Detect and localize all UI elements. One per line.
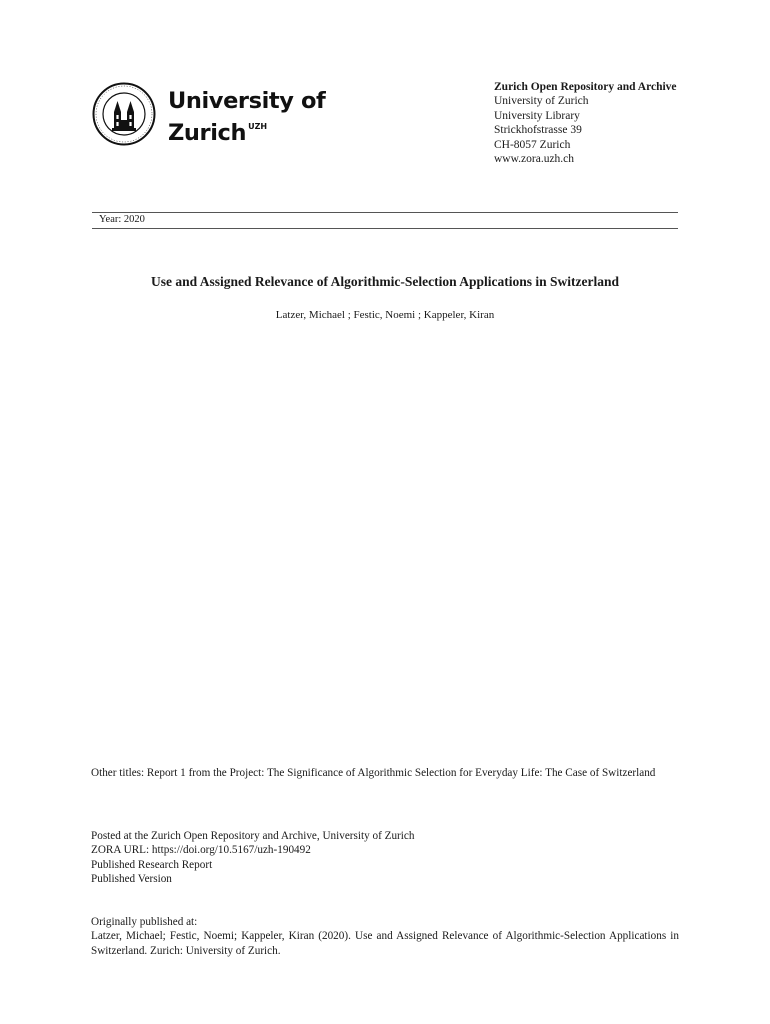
repository-url[interactable]: www.zora.uzh.ch (494, 153, 575, 166)
publication-type: Published Research Report (91, 858, 213, 871)
logo-wordmark-line1: University of (168, 88, 326, 114)
document-title: Use and Assigned Relevance of Algorithmic-Selection Applications in Switzerland (150, 274, 619, 289)
logo-wordmark-superscript: UZH (248, 122, 268, 131)
original-publication-label: Originally published at: (91, 916, 198, 928)
publication-version: Published Version (91, 873, 172, 886)
address-line: University of Zurich (494, 95, 589, 108)
repository-address (494, 80, 678, 166)
top-divider (92, 212, 678, 213)
bottom-divider (92, 228, 678, 229)
posting-line: Posted at the Zurich Open Repository and Archive, University of Zurich (91, 830, 415, 842)
other-titles-text: Other titles: Report 1 from the Project: The Significance of Algorithmic Selection for Everyday Life: The Case of Switzerland (91, 767, 656, 779)
zora-url[interactable]: ZORA URL: https://doi.org/10.5167/uzh-190492 (91, 844, 311, 857)
other-titles (91, 766, 679, 780)
posting-info (91, 829, 679, 887)
university-logo (92, 82, 326, 146)
address-line: Strickhofstrasse 39 (494, 124, 582, 137)
citation-text: Latzer, Michael; Festic, Noemi; Kappeler, Kiran (2020). Use and Assigned Relevance of Algorithmic-Selection Applications in Switzerland. Zurich: University of Zurich. (91, 930, 679, 957)
address-line: University Library (494, 109, 580, 122)
logo-wordmark-line2: Zurich (168, 120, 247, 146)
year-label: Year: 2020 (99, 214, 145, 225)
original-publication (91, 915, 679, 958)
address-line: CH-8057 Zurich (494, 138, 571, 151)
repository-name: Zurich Open Repository and Archive (494, 81, 677, 93)
author-list: Latzer, Michael ; Festic, Noemi ; Kappeler, Kiran (275, 309, 495, 321)
university-seal-icon (92, 82, 156, 146)
